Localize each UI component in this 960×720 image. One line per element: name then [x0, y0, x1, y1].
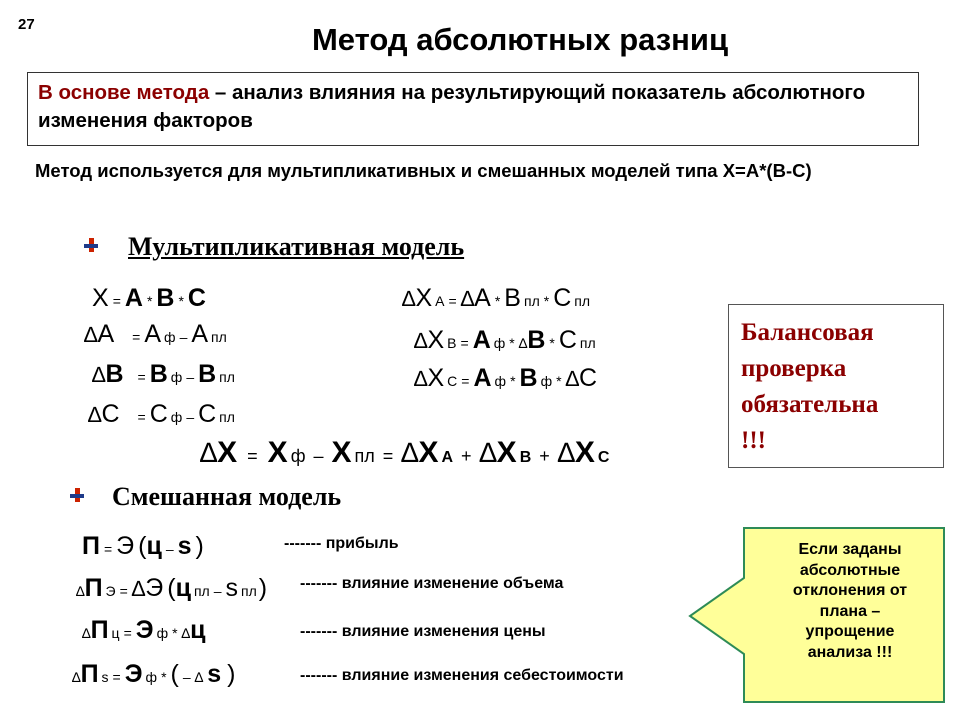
symbol-s: s: [207, 660, 222, 688]
delta-symbol: ∆: [565, 366, 580, 391]
op-eq: =: [448, 293, 457, 309]
subscript-f: ф: [493, 335, 506, 351]
symbol-x: X: [331, 436, 352, 469]
symbol-c: C: [553, 284, 572, 312]
symbol-c: C: [101, 400, 120, 428]
symbol-c: C: [149, 400, 168, 428]
op-eq: =: [247, 446, 258, 466]
subscript-pl: пл: [354, 446, 375, 466]
symbol-s: s: [225, 574, 238, 602]
subscript-pl: пл: [523, 293, 540, 309]
mixed-heading: Смешанная модель: [112, 482, 342, 511]
symbol-c: C: [558, 326, 577, 354]
delta-symbol: ∆: [82, 625, 91, 641]
op-minus: –: [313, 446, 324, 466]
symbol-x: X: [574, 436, 595, 469]
op-eq: =: [460, 335, 469, 351]
formula-profit: [82, 532, 204, 561]
symbol-b: B: [519, 364, 538, 392]
subscript-c: C: [447, 373, 458, 389]
subscript-a: A: [441, 449, 454, 466]
subscript-pl: пл: [193, 583, 210, 599]
symbol-a: A: [144, 320, 162, 348]
op-mul: *: [146, 293, 153, 309]
subscript-f: ф: [170, 369, 183, 385]
subscript-s: s: [101, 669, 109, 685]
formula-delta-xa: [402, 284, 590, 313]
subscript-f: ф: [164, 329, 176, 345]
symbol-b: B: [105, 360, 124, 388]
op-minus: –: [186, 409, 195, 425]
symbol-ts: ц: [175, 574, 191, 602]
op-mul: *: [178, 293, 184, 309]
subscript-f: ф: [145, 669, 158, 685]
callout-line: отклонения от: [792, 582, 908, 599]
symbol-c: C: [187, 284, 206, 312]
symbol-x: X: [217, 436, 238, 469]
formula-delta-a: [84, 320, 227, 349]
balance-line: проверка: [741, 355, 847, 382]
subscript-pl: пл: [219, 369, 235, 385]
op-eq: =: [123, 625, 132, 641]
op-eq: =: [132, 329, 141, 345]
method-basis-highlight: В основе метода: [38, 81, 210, 104]
op-minus: –: [179, 329, 188, 345]
subscript-f: ф: [156, 625, 169, 641]
callout-text: [748, 540, 952, 663]
symbol-s: s: [177, 532, 192, 560]
subscript-f: ф: [540, 373, 553, 389]
op-minus: –: [182, 669, 191, 685]
op-eq: =: [112, 293, 121, 309]
symbol-b: B: [156, 284, 175, 312]
balance-line: обязательна: [741, 391, 879, 418]
op-mul: *: [510, 373, 516, 389]
method-basis-box: [27, 72, 919, 146]
symbol-p: П: [82, 532, 100, 560]
subscript-b: B: [447, 335, 457, 351]
delta-symbol: ∆: [402, 286, 416, 311]
formula-total-delta-x: [200, 436, 609, 470]
subscript-pl: пл: [240, 583, 257, 599]
formula-profit-price: [82, 616, 206, 645]
op-mul: *: [172, 625, 178, 641]
symbol-x: X: [92, 284, 109, 312]
delta-symbol: ∆: [401, 437, 419, 468]
symbol-a: A: [97, 320, 115, 348]
delta-symbol: ∆: [84, 322, 98, 347]
formula-delta-b: [92, 360, 235, 389]
symbol-x: X: [267, 436, 288, 469]
delta-symbol: ∆: [72, 669, 81, 685]
op-minus: –: [186, 369, 195, 385]
callout-line: абсолютные: [799, 561, 901, 579]
op-eq: =: [119, 583, 128, 599]
op-mul: *: [161, 669, 167, 685]
paren-close: ): [258, 574, 268, 602]
op-eq: =: [137, 369, 146, 385]
symbol-x: X: [415, 284, 433, 312]
symbol-c: C: [198, 400, 217, 428]
multiplicative-heading: Мультипликативная модель: [128, 232, 465, 261]
op-mul: *: [549, 335, 555, 351]
symbol-e: Э: [124, 660, 143, 688]
symbol-a: A: [124, 284, 143, 312]
paren-close: ): [195, 532, 204, 560]
subscript-a: A: [435, 293, 445, 309]
delta-symbol: ∆: [518, 335, 528, 351]
method-basis-text: – анализ влияния на результирующий показатель абсолютного изменения факторов: [38, 81, 866, 132]
op-eq: =: [103, 541, 113, 557]
subscript-pl: пл: [211, 329, 227, 345]
delta-symbol: ∆: [479, 437, 497, 468]
subscript-b: B: [519, 449, 532, 466]
symbol-a: A: [472, 326, 491, 354]
op-mul: *: [556, 373, 562, 389]
formula-delta-xc: [414, 364, 597, 393]
delta-symbol: ∆: [181, 625, 191, 641]
delta-symbol: ∆: [92, 362, 106, 387]
subscript-f: ф: [290, 446, 306, 466]
symbol-e: Э: [145, 574, 164, 602]
op-minus: –: [213, 583, 222, 599]
delta-symbol: ∆: [414, 328, 428, 353]
subscript-pl: пл: [574, 293, 590, 309]
paren-open: (: [167, 574, 176, 602]
note-volume: ------- влияние изменение объема: [300, 575, 564, 592]
delta-symbol: ∆: [414, 366, 428, 391]
formula-x: [92, 284, 206, 313]
delta-symbol: ∆: [88, 402, 102, 427]
symbol-ts: ц: [146, 532, 162, 560]
op-plus: +: [461, 446, 472, 466]
symbol-b: B: [504, 284, 521, 312]
symbol-c: C: [579, 364, 598, 392]
paren-close: ): [227, 660, 236, 688]
op-eq: =: [382, 446, 394, 466]
delta-symbol: ∆: [200, 437, 218, 468]
symbol-p: П: [80, 660, 99, 688]
paren-open: (: [138, 532, 147, 560]
symbol-p: П: [84, 574, 103, 602]
symbol-a: A: [474, 284, 491, 312]
bullet-icon: [84, 238, 98, 252]
symbol-x: X: [496, 436, 517, 469]
subscript-ts: ц: [111, 625, 120, 641]
method-usage-paragraph: Метод используется для мультипликативных и смешанных моделей типа X=A*(B-C): [35, 160, 812, 181]
note-cost: ------- влияние изменения себестоимости: [300, 667, 624, 684]
op-mul: *: [509, 335, 515, 351]
callout-line: Если заданы: [798, 541, 902, 558]
subscript-c: C: [597, 449, 610, 466]
symbol-x: X: [427, 364, 445, 392]
paren-open: (: [170, 660, 179, 688]
callout-line: упрощение: [805, 623, 895, 640]
symbol-a: A: [191, 320, 209, 348]
formula-profit-cost: [72, 660, 235, 689]
formula-delta-xb: [414, 326, 596, 355]
symbol-e: Э: [116, 532, 135, 560]
symbol-p: П: [90, 616, 109, 644]
bullet-icon: [70, 488, 84, 502]
delta-symbol: ∆: [76, 583, 85, 599]
slide-number: 27: [18, 16, 35, 33]
formula-profit-volume: [76, 574, 267, 603]
callout-line: анализа !!!: [807, 643, 893, 661]
symbol-b: B: [527, 326, 546, 354]
balance-line: Балансовая: [741, 319, 874, 346]
delta-symbol: ∆: [557, 437, 575, 468]
subscript-f: ф: [170, 409, 183, 425]
op-eq: =: [461, 373, 470, 389]
delta-symbol: ∆: [131, 576, 146, 601]
subscript-e: Э: [105, 583, 116, 599]
note-price: ------- влияние изменения цены: [300, 623, 546, 640]
symbol-b: B: [149, 360, 168, 388]
op-mul: *: [543, 293, 550, 309]
op-minus: –: [165, 541, 174, 557]
subscript-pl: пл: [219, 409, 235, 425]
op-mul: *: [494, 293, 501, 309]
delta-symbol: ∆: [194, 669, 204, 685]
symbol-x: X: [418, 436, 439, 469]
symbol-x: X: [427, 326, 445, 354]
formula-delta-c: [88, 400, 235, 429]
symbol-a: A: [473, 364, 492, 392]
callout-line: плана –: [819, 602, 881, 620]
balance-line: !!!: [741, 427, 766, 454]
op-eq: =: [137, 409, 146, 425]
subscript-f: ф: [494, 373, 507, 389]
delta-symbol: ∆: [460, 286, 475, 311]
symbol-b: B: [198, 360, 217, 388]
balance-check-note: [728, 304, 944, 468]
subscript-pl: пл: [579, 335, 596, 351]
op-plus: +: [539, 446, 550, 466]
page-title: Метод абсолютных разниц: [311, 22, 729, 57]
op-eq: =: [112, 669, 121, 685]
note-profit: ------- прибыль: [284, 535, 399, 552]
symbol-e: Э: [135, 616, 154, 644]
symbol-ts: ц: [190, 616, 206, 644]
